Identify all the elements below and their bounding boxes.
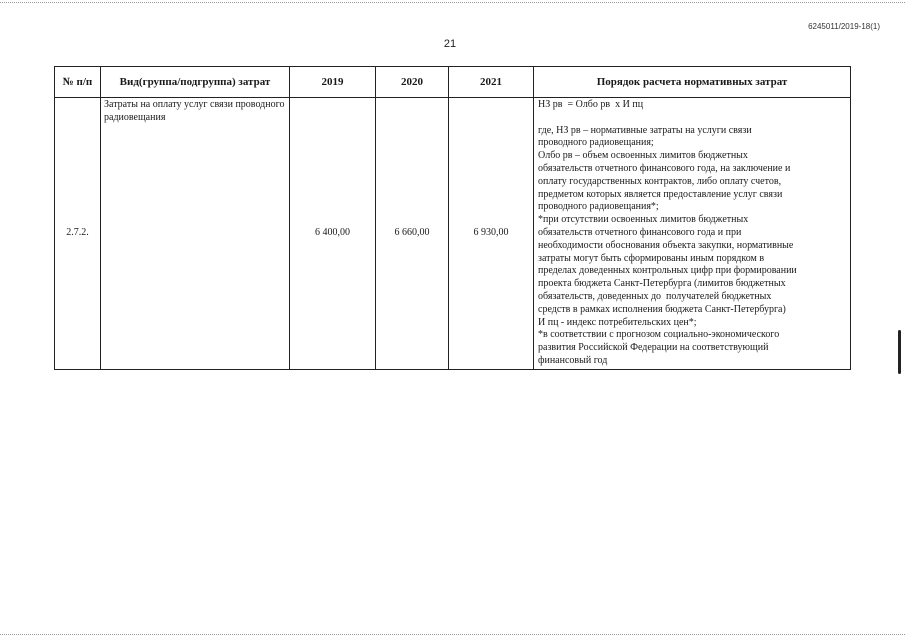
row-cost-type: Затраты на оплату услуг связи проводного радиовещания	[101, 98, 290, 370]
method-line: *при отсутствии освоенных лимитов бюджетных	[538, 214, 749, 226]
row-value-2019: 6 400,00	[290, 98, 376, 370]
table-header-row	[55, 67, 851, 98]
scan-edge-mark	[898, 330, 901, 374]
table-row	[55, 98, 851, 370]
row-calc-method	[534, 98, 851, 370]
method-line: финансовый год	[538, 354, 608, 366]
method-line: Олбо рв – объем освоенных лимитов бюджетных	[538, 150, 748, 162]
method-line: средств в рамках исполнения бюджета Санкт-Петербурга)	[538, 303, 786, 315]
method-line: проводного радиовещания*;	[538, 201, 659, 213]
row-number: 2.7.2.	[55, 98, 101, 370]
row-value-2020: 6 660,00	[376, 98, 449, 370]
method-line: обязательств отчетного финансового года и при	[538, 226, 742, 238]
header-num: № п/п	[55, 67, 101, 98]
method-line: предметом которых является предоставление услуг связи	[538, 188, 783, 200]
header-calc-method: Порядок расчета нормативных затрат	[534, 67, 851, 98]
formula-gap	[538, 112, 847, 125]
header-2019: 2019	[290, 67, 376, 98]
method-line: И пц - индекс потребительских цен*;	[538, 316, 697, 328]
header-cost-type: Вид(группа/подгруппа) затрат	[101, 67, 290, 98]
cost-table	[54, 66, 851, 370]
method-line: затраты могут быть сформированы иным порядком в	[538, 252, 765, 264]
document-code: 6245011/2019-18(1)	[808, 22, 880, 31]
formula-line: НЗ рв = Олбо рв х И пц	[538, 99, 644, 110]
method-line: пределах доведенных контрольных цифр при формировании	[538, 265, 797, 277]
method-line: оплату государственных контрактов, либо оплату счетов,	[538, 175, 782, 187]
method-line: проекта бюджета Санкт-Петербурга (лимитов бюджетных	[538, 278, 786, 290]
header-2020: 2020	[376, 67, 449, 98]
header-2021: 2021	[449, 67, 534, 98]
method-line: где, НЗ рв – нормативные затраты на услуги связи	[538, 124, 752, 136]
method-line: *в соответствии с прогнозом социально-экономического	[538, 329, 780, 341]
method-line: необходимости обоснования объекта закупки, нормативные	[538, 239, 794, 251]
page-number: 21	[443, 38, 457, 50]
row-value-2021: 6 930,00	[449, 98, 534, 370]
method-line: проводного радиовещания;	[538, 137, 654, 149]
scan-edge-bottom	[0, 634, 905, 635]
method-line: обязательств отчетного финансового года, на заключение и	[538, 162, 791, 174]
method-line: развития Российской Федерации на соответствующий	[538, 342, 769, 354]
method-line: обязательств, доведенных до получателей бюджетных	[538, 290, 772, 302]
scan-edge-top	[0, 2, 905, 3]
